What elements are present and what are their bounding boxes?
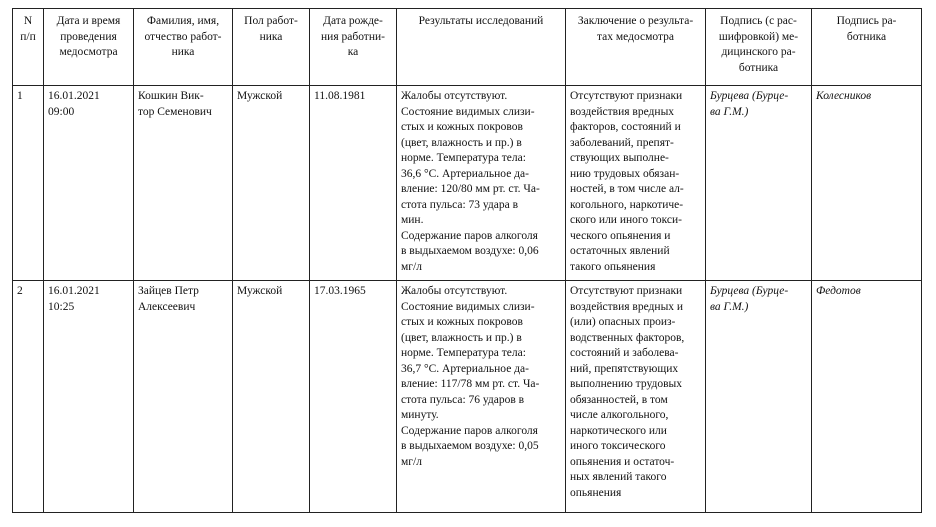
exam-conclusion: Отсутствуют признаки воздействия вредных и (или) опасных произ- водственных факторов, состояний и заболева- ний, препятствующих выполнению трудовых обязанностей, в том числе алкогольного, наркотического или иного токсического опьянения и остаточ- ных явлений такого опьянения — [566, 281, 706, 513]
header-num: N п/п — [13, 9, 44, 86]
row-number: 1 — [13, 86, 44, 281]
worker-birth-date: 11.08.1981 — [310, 86, 397, 281]
medical-exam-journal-table — [12, 8, 922, 513]
row-number: 2 — [13, 281, 44, 513]
header-name: Фамилия, имя, отчество работ- ника — [134, 9, 233, 86]
medical-worker-signature: Бурцева (Бурце- ва Г.М.) — [706, 86, 812, 281]
worker-birth-date: 17.03.1965 — [310, 281, 397, 513]
header-worker-signature: Подпись ра- ботника — [812, 9, 922, 86]
medical-worker-signature: Бурцева (Бурце- ва Г.М.) — [706, 281, 812, 513]
header-conclusion: Заключение о результа- тах медосмотра — [566, 9, 706, 86]
worker-sex: Мужской — [233, 86, 310, 281]
exam-datetime: 16.01.2021 10:25 — [44, 281, 134, 513]
header-datetime: Дата и время проведения медосмотра — [44, 9, 134, 86]
worker-name: Кошкин Вик- тор Семенович — [134, 86, 233, 281]
table-row — [13, 86, 922, 281]
header-birth: Дата рожде- ния работни- ка — [310, 9, 397, 86]
worker-name: Зайцев Петр Алексеевич — [134, 281, 233, 513]
exam-conclusion: Отсутствуют признаки воздействия вредных факторов, состояний и заболеваний, препят- ствующих выполне- нию трудовых обязан- ностей, в том числе ал- когольного, наркотиче- ского или иного токси- ческого опьянения и остаточных явлений такого опьянения — [566, 86, 706, 281]
exam-datetime: 16.01.2021 09:00 — [44, 86, 134, 281]
table-row — [13, 281, 922, 513]
header-medical-signature: Подпись (с рас- шифровкой) ме- дицинского ра- ботника — [706, 9, 812, 86]
worker-sex: Мужской — [233, 281, 310, 513]
worker-signature: Колесников — [812, 86, 922, 281]
worker-signature: Федотов — [812, 281, 922, 513]
header-sex: Пол работ- ника — [233, 9, 310, 86]
exam-results: Жалобы отсутствуют. Состояние видимых слизи- стых и кожных покровов (цвет, влажность и пр.) в норме. Температура тела: 36,7 °С. Артериальное да- вление: 117/78 мм рт. ст. Ча- стота пульса: 76 ударов в минуту. Содержание паров алкоголя в выдыхаемом воздухе: 0,05 мг/л — [397, 281, 566, 513]
header-results: Результаты исследований — [397, 9, 566, 86]
exam-results: Жалобы отсутствуют. Состояние видимых слизи- стых и кожных покровов (цвет, влажность и пр.) в норме. Температура тела: 36,6 °С. Артериальное да- вление: 120/80 мм рт. ст. Ча- стота пульса: 73 удара в мин. Содержание паров алкоголя в выдыхаемом воздухе: 0,06 мг/л — [397, 86, 566, 281]
header-row — [13, 9, 922, 86]
